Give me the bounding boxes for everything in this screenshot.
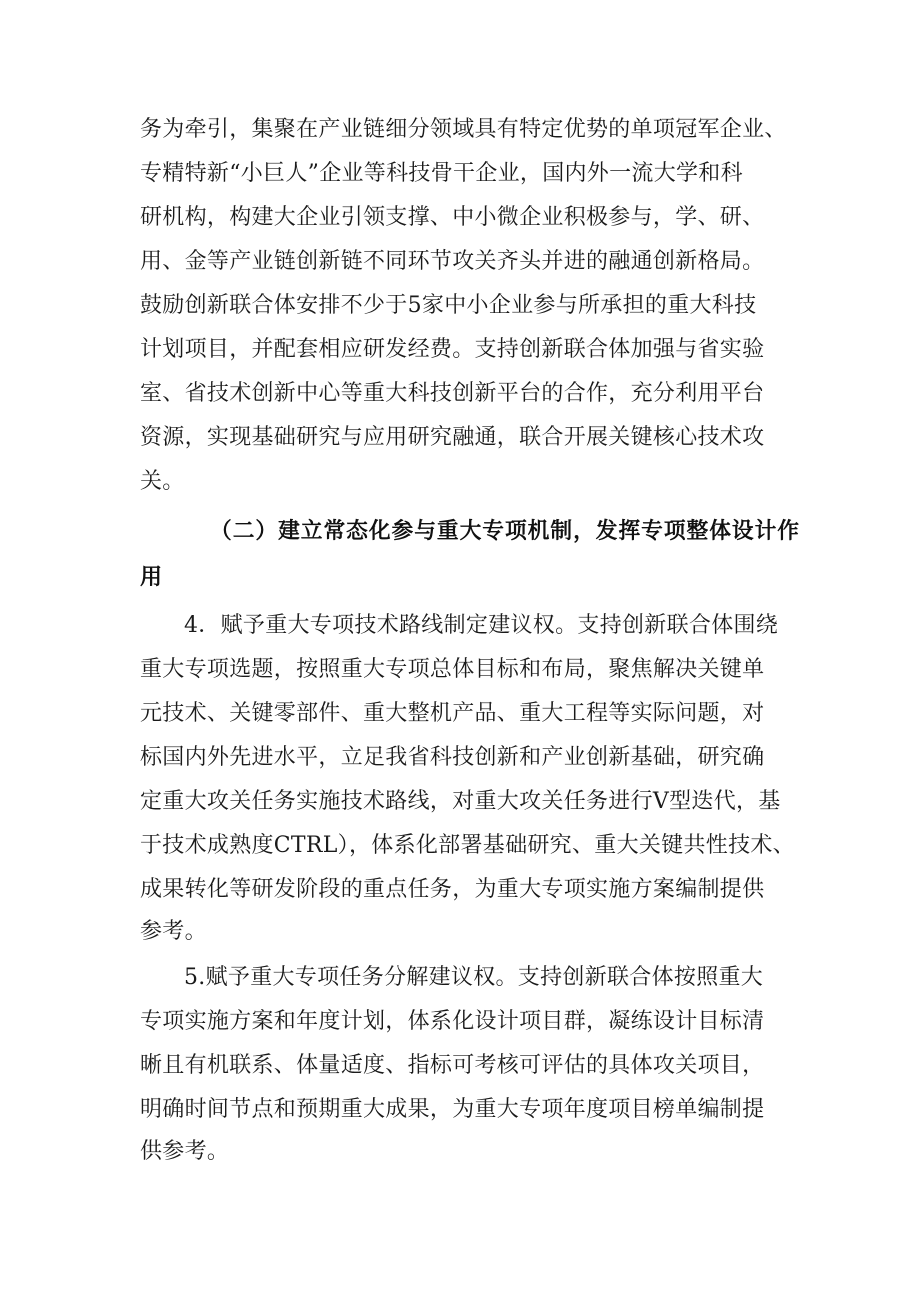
body-text-line: 标国内外先进水平，立足我省科技创新和产业创新基础，研究确 — [140, 745, 765, 770]
body-text-line: 成果转化等研发阶段的重点任务，为重大专项实施方案编制提供 — [140, 877, 765, 902]
body-text-line: 参考。 — [140, 919, 207, 944]
body-text-line: 专精特新“小巨人”企业等科技骨干企业，国内外一流大学和科 — [140, 161, 743, 186]
paragraph-first-line: 5.赋予重大专项任务分解建议权。支持创新联合体按照重大 — [184, 965, 764, 990]
section-heading: （二）建立常态化参与重大专项机制，发挥专项整体设计作 — [210, 519, 801, 544]
paragraph-first-line: 4．赋予重大专项技术路线制定建议权。支持创新联合体围绕 — [184, 613, 779, 638]
body-text-line: 定重大攻关任务实施技术路线，对重大攻关任务进行V型迭代，基 — [140, 789, 781, 814]
body-text-line: 用、金等产业链创新链不同环节攻关齐头并进的融通创新格局。 — [140, 249, 765, 274]
body-text-line: 研机构，构建大企业引领支撑、中小微企业积极参与，学、研、 — [140, 205, 765, 230]
body-text-line: 室、省技术创新中心等重大科技创新平台的合作，充分利用平台 — [140, 381, 765, 406]
body-text-line: 明确时间节点和预期重大成果，为重大专项年度项目榜单编制提 — [140, 1097, 765, 1122]
body-text-line: 资源，实现基础研究与应用研究融通，联合开展关键核心技术攻 — [140, 425, 765, 450]
body-text-line: 计划项目，并配套相应研发经费。支持创新联合体加强与省实验 — [140, 337, 765, 362]
body-text-line: 鼓励创新联合体安排不少于5家中小企业参与所承担的重大科技 — [140, 293, 757, 318]
body-text-line: 重大专项选题，按照重大专项总体目标和布局，聚焦解决关键单 — [140, 657, 765, 682]
body-text-line: 供参考。 — [140, 1139, 230, 1164]
section-heading-continuation: 用 — [140, 565, 164, 590]
body-text-line: 务为牵引，集聚在产业链细分领域具有特定优势的单项冠军企业、 — [140, 117, 787, 142]
body-text-line: 元技术、关键零部件、重大整机产品、重大工程等实际问题，对 — [140, 701, 765, 726]
body-text-line: 关。 — [140, 469, 185, 494]
body-text-line: 晰且有机联系、体量适度、指标可考核可评估的具体攻关项目， — [140, 1053, 765, 1078]
body-text-line: 于技术成熟度CTRL），体系化部署基础研究、重大关键共性技术、 — [140, 833, 795, 858]
body-text-line: 专项实施方案和年度计划，体系化设计项目群，凝练设计目标清 — [140, 1009, 765, 1034]
